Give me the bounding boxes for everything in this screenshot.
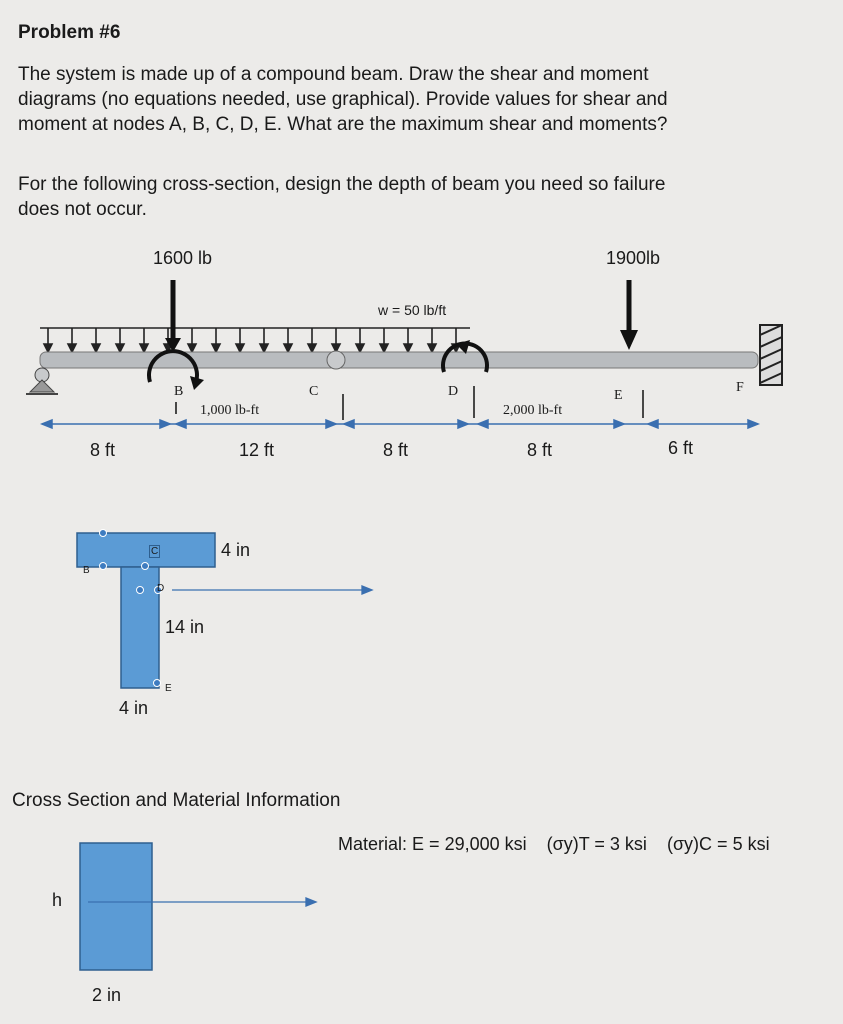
rect-cross-section xyxy=(80,843,152,970)
node-f-label: F xyxy=(736,380,744,395)
neutral-axis-arrow-1 xyxy=(172,586,372,594)
width-label: 2 in xyxy=(92,985,122,1005)
material-info xyxy=(338,834,770,855)
point-b-label: B xyxy=(83,565,90,576)
moment-2-label: 2,000 lb-ft xyxy=(503,403,563,418)
height-label: h xyxy=(52,890,63,910)
t-section xyxy=(77,530,215,689)
modulus-value: E = 29,000 ksi xyxy=(412,834,527,854)
span-2-label: 12 ft xyxy=(239,440,275,460)
fixed-wall-icon xyxy=(760,325,782,385)
yield-tension-value: (σy)T = 3 ksi xyxy=(546,834,647,854)
flange-thickness-label: 4 in xyxy=(221,540,251,560)
point-e-label: E xyxy=(165,683,172,694)
node-c-label: C xyxy=(309,384,319,399)
paragraph-line: For the following cross-section, design the depth of beam you need so failure xyxy=(18,174,666,195)
paragraph-line: The system is made up of a compound beam. Draw the shear and moment xyxy=(18,64,649,85)
node-b-label: B xyxy=(174,384,184,399)
pin-support-icon xyxy=(26,368,58,394)
span-3-label: 8 ft xyxy=(383,440,409,460)
yield-compression-value: (σy)C = 5 ksi xyxy=(666,834,770,854)
span-5-label: 6 ft xyxy=(668,438,694,458)
point-load-2-label: 1900lb xyxy=(606,248,661,268)
distributed-load-arrows xyxy=(40,328,470,352)
node-e-label: E xyxy=(614,388,623,403)
web-width-label: 4 in xyxy=(119,698,149,718)
span-4-label: 8 ft xyxy=(527,440,553,460)
point-c-label: C xyxy=(151,546,159,557)
hinge-icon xyxy=(327,351,345,369)
beam-body xyxy=(40,352,758,368)
point-d-label: D xyxy=(157,583,165,594)
cross-section-title: Cross Section and Material Information xyxy=(12,790,341,811)
node-d-label: D xyxy=(448,384,459,399)
point-load-1-label: 1600 lb xyxy=(153,248,213,268)
dimension-arrows xyxy=(42,420,758,428)
moment-1-label: 1,000 lb-ft xyxy=(200,403,260,418)
distributed-load-label: w = 50 lb/ft xyxy=(378,302,447,318)
web-height-label: 14 in xyxy=(165,617,205,637)
material-label: Material: xyxy=(338,834,408,854)
paragraph-line: does not occur. xyxy=(18,199,147,220)
point-load-arrow-1 xyxy=(165,280,181,352)
problem-title: Problem #6 xyxy=(18,22,121,43)
point-load-arrow-2 xyxy=(620,280,638,350)
paragraph-line: moment at nodes A, B, C, D, E. What are the maximum shear and moments? xyxy=(18,114,668,135)
paragraph-line: diagrams (no equations needed, use graphical). Provide values for shear and xyxy=(18,89,668,110)
span-1-label: 8 ft xyxy=(90,440,116,460)
